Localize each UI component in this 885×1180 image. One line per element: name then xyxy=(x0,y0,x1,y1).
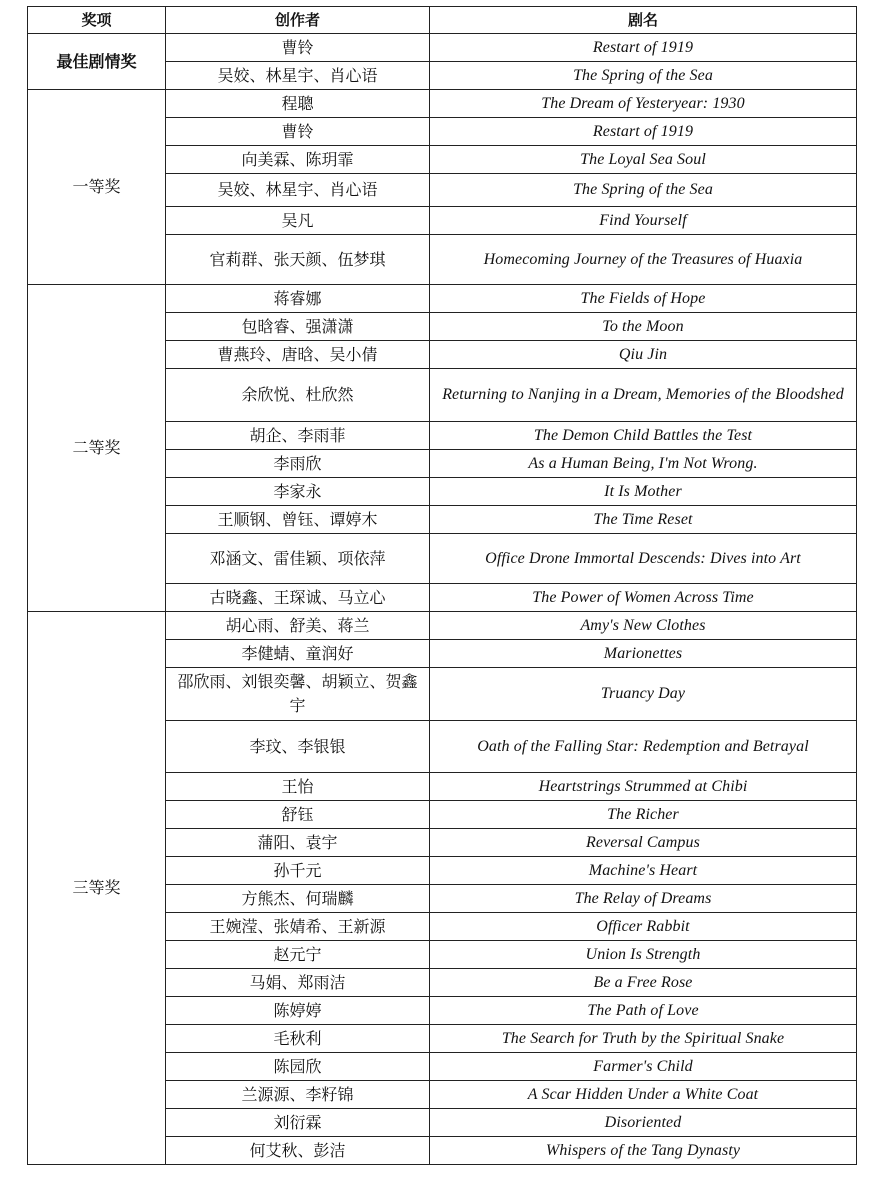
table-row xyxy=(28,285,857,313)
creators-cell: 陈婷婷 xyxy=(166,997,430,1025)
play-title-cell: Farmer's Child xyxy=(430,1053,857,1081)
awards-table xyxy=(27,6,857,1165)
table-body xyxy=(28,34,857,1165)
creators-cell: 蒋睿娜 xyxy=(166,285,430,313)
award-cell: 最佳剧情奖 xyxy=(28,34,166,90)
award-cell: 二等奖 xyxy=(28,285,166,612)
creators-cell: 古晓鑫、王琛诚、马立心 xyxy=(166,584,430,612)
creators-cell: 曹燕玲、唐晗、吴小倩 xyxy=(166,341,430,369)
creators-cell: 余欣悦、杜欣然 xyxy=(166,369,430,422)
creators-cell: 方熊杰、何瑞麟 xyxy=(166,885,430,913)
creators-cell: 李玟、李银银 xyxy=(166,721,430,773)
table-row xyxy=(28,34,857,62)
play-title-cell: Marionettes xyxy=(430,640,857,668)
creators-cell: 李家永 xyxy=(166,478,430,506)
play-title-cell: Oath of the Falling Star: Redemption and Betrayal xyxy=(430,721,857,773)
play-title-cell: Machine's Heart xyxy=(430,857,857,885)
header-award: 奖项 xyxy=(28,7,166,34)
creators-cell: 包晗睿、强潇潇 xyxy=(166,313,430,341)
play-title-cell: The Fields of Hope xyxy=(430,285,857,313)
creators-cell: 赵元宁 xyxy=(166,941,430,969)
play-title-cell: Returning to Nanjing in a Dream, Memories of the Bloodshed xyxy=(430,369,857,422)
creators-cell: 邵欣雨、刘银奕馨、胡颖立、贺鑫宇 xyxy=(166,668,430,721)
play-title-cell: The Path of Love xyxy=(430,997,857,1025)
play-title-cell: The Loyal Sea Soul xyxy=(430,146,857,174)
creators-cell: 何艾秋、彭洁 xyxy=(166,1137,430,1165)
play-title-cell: To the Moon xyxy=(430,313,857,341)
play-title-cell: Union Is Strength xyxy=(430,941,857,969)
play-title-cell: It Is Mother xyxy=(430,478,857,506)
play-title-cell: The Search for Truth by the Spiritual Snake xyxy=(430,1025,857,1053)
creators-cell: 李健蜻、童润好 xyxy=(166,640,430,668)
creators-cell: 程聰 xyxy=(166,90,430,118)
creators-cell: 胡企、李雨菲 xyxy=(166,422,430,450)
play-title-cell: Qiu Jin xyxy=(430,341,857,369)
creators-cell: 陈园欣 xyxy=(166,1053,430,1081)
play-title-cell: Heartstrings Strummed at Chibi xyxy=(430,773,857,801)
play-title-cell: Homecoming Journey of the Treasures of Huaxia xyxy=(430,235,857,285)
creators-cell: 马娟、郑雨洁 xyxy=(166,969,430,997)
creators-cell: 兰源源、李籽锦 xyxy=(166,1081,430,1109)
play-title-cell: Office Drone Immortal Descends: Dives into Art xyxy=(430,534,857,584)
table-row xyxy=(28,612,857,640)
play-title-cell: Truancy Day xyxy=(430,668,857,721)
creators-cell: 吴凡 xyxy=(166,207,430,235)
creators-cell: 毛秋利 xyxy=(166,1025,430,1053)
creators-cell: 王婉滢、张婧希、王新源 xyxy=(166,913,430,941)
header-creators: 创作者 xyxy=(166,7,430,34)
play-title-cell: Disoriented xyxy=(430,1109,857,1137)
award-cell: 三等奖 xyxy=(28,612,166,1165)
play-title-cell: The Spring of the Sea xyxy=(430,62,857,90)
play-title-cell: Officer Rabbit xyxy=(430,913,857,941)
play-title-cell: The Demon Child Battles the Test xyxy=(430,422,857,450)
table-row xyxy=(28,90,857,118)
play-title-cell: Reversal Campus xyxy=(430,829,857,857)
play-title-cell: A Scar Hidden Under a White Coat xyxy=(430,1081,857,1109)
play-title-cell: Be a Free Rose xyxy=(430,969,857,997)
award-cell: 一等奖 xyxy=(28,90,166,285)
play-title-cell: Whispers of the Tang Dynasty xyxy=(430,1137,857,1165)
creators-cell: 蒲阳、袁宇 xyxy=(166,829,430,857)
play-title-cell: Find Yourself xyxy=(430,207,857,235)
play-title-cell: The Dream of Yesteryear: 1930 xyxy=(430,90,857,118)
creators-cell: 胡心雨、舒美、蒋兰 xyxy=(166,612,430,640)
creators-cell: 曹铃 xyxy=(166,34,430,62)
creators-cell: 邓涵文、雷佳颖、项依萍 xyxy=(166,534,430,584)
creators-cell: 吴姣、林星宇、肖心语 xyxy=(166,174,430,207)
play-title-cell: Restart of 1919 xyxy=(430,118,857,146)
play-title-cell: The Richer xyxy=(430,801,857,829)
creators-cell: 向美霖、陈玥霏 xyxy=(166,146,430,174)
play-title-cell: The Relay of Dreams xyxy=(430,885,857,913)
header-row xyxy=(28,7,857,34)
creators-cell: 王怡 xyxy=(166,773,430,801)
creators-cell: 吴姣、林星宇、肖心语 xyxy=(166,62,430,90)
creators-cell: 王顺钢、曾钰、谭婷木 xyxy=(166,506,430,534)
creators-cell: 官莉群、张天颜、伍梦琪 xyxy=(166,235,430,285)
play-title-cell: As a Human Being, I'm Not Wrong. xyxy=(430,450,857,478)
play-title-cell: Restart of 1919 xyxy=(430,34,857,62)
play-title-cell: The Power of Women Across Time xyxy=(430,584,857,612)
creators-cell: 曹铃 xyxy=(166,118,430,146)
creators-cell: 孙千元 xyxy=(166,857,430,885)
play-title-cell: The Spring of the Sea xyxy=(430,174,857,207)
header-title: 剧名 xyxy=(430,7,857,34)
play-title-cell: The Time Reset xyxy=(430,506,857,534)
creators-cell: 李雨欣 xyxy=(166,450,430,478)
play-title-cell: Amy's New Clothes xyxy=(430,612,857,640)
creators-cell: 刘衍霖 xyxy=(166,1109,430,1137)
creators-cell: 舒钰 xyxy=(166,801,430,829)
